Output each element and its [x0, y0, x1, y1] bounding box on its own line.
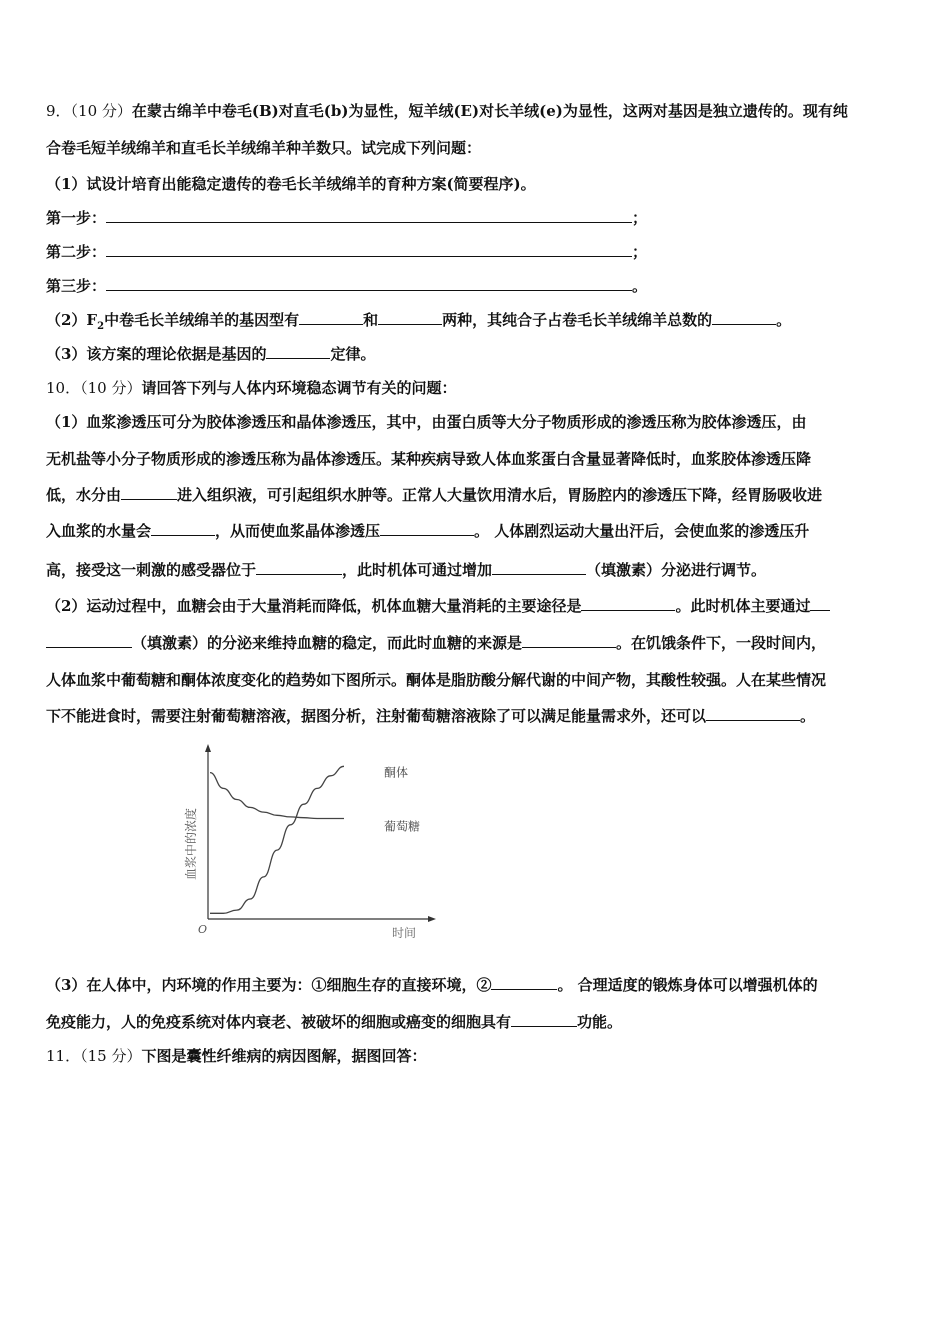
- q10-p2-line-1: [46, 596, 908, 616]
- step-3-end-punct: 。: [632, 277, 648, 295]
- p2-l1-b: 。此时机体主要通过: [675, 597, 811, 615]
- series-layer: [210, 764, 420, 913]
- q11-heading: [46, 1046, 908, 1066]
- q10-intro: 请回答下列与人体内环境稳态调节有关的问题：: [141, 379, 457, 397]
- p2-l2-b: 。在饥饿条件下，一段时间内，: [616, 634, 827, 652]
- q9-step-3: [46, 276, 908, 296]
- p1-l3-a: 低，水分由: [46, 486, 122, 504]
- q10-p1-line-4: [46, 521, 908, 541]
- osmotic-change-blank[interactable]: [380, 521, 474, 536]
- ratio-blank[interactable]: [712, 310, 776, 325]
- q9-part-2: [46, 310, 908, 337]
- series-label-0: 酮体: [384, 765, 409, 780]
- p1-l5-c: （填激素）分泌进行调节。: [586, 561, 767, 579]
- step-3-label: 第三步：: [46, 277, 107, 295]
- q9-step-1: [46, 208, 908, 228]
- part-3-text-a: （3）该方案的理论依据是基因的: [46, 345, 267, 363]
- part-2-text-d: 两种，其纯合子占卷毛长羊绒绵羊总数的: [442, 311, 713, 329]
- p2-l4-a: 下不能进食时，需要注射葡萄糖溶液，据图分析，注射葡萄糖溶液除了可以满足能量需求外，还可以: [46, 707, 707, 725]
- part-2-end: 。: [776, 311, 792, 329]
- step-1-end-punct: ；: [632, 209, 648, 227]
- y-axis-label: 血浆中的浓度: [184, 807, 198, 880]
- step-2-end-punct: ；: [632, 243, 648, 261]
- receptor-location-blank[interactable]: [256, 560, 342, 575]
- step-3-answer-blank[interactable]: [106, 276, 632, 291]
- glucose-source-blank[interactable]: [522, 633, 616, 648]
- p1-l3-b: 进入组织液，可引起组织水肿等。正常人大量饮用清水后，胃肠腔内的渗透压下降，经胃肠吸收进: [177, 486, 823, 504]
- f2-subscript: 2: [97, 321, 105, 332]
- p1-l4-c: 。 人体剧烈运动大量出汗后，会使血浆的渗透压升: [474, 522, 810, 540]
- series-label-1: 葡萄糖: [384, 819, 421, 834]
- part-2-text-b: 中卷毛长羊绒绵羊的基因型有: [104, 311, 300, 329]
- genotype-blank-1[interactable]: [299, 310, 363, 325]
- step-1-label: 第一步：: [46, 209, 107, 227]
- glucose-consumption-blank[interactable]: [581, 596, 675, 611]
- q9-step-2: [46, 242, 908, 262]
- q11-score: （15 分）: [80, 1047, 142, 1065]
- y-axis-arrow: [205, 744, 211, 752]
- q9-number: 9．: [46, 102, 71, 120]
- q9-part-3: [46, 344, 908, 364]
- series-line-0: [210, 766, 344, 913]
- glucose-benefit-blank[interactable]: [706, 706, 800, 721]
- p2-l4-b: 。: [800, 707, 816, 725]
- q9-part-1: （1）试设计培育出能稳定遗传的卷毛长羊绒绵羊的育种方案(简要程序)。: [46, 175, 536, 193]
- p2-l1-a: （2）运动过程中，血糖会由于大量消耗而降低，机体血糖大量消耗的主要途径是: [46, 597, 582, 615]
- p2-l2-a: （填激素）的分泌来维持血糖的稳定，而此时血糖的来源是: [132, 634, 523, 652]
- q9-line-2: 合卷毛短羊绒绵羊和直毛长羊绒绵羊种羊数只。试完成下列问题：: [46, 139, 482, 157]
- hormone-blank-2-start[interactable]: [810, 596, 830, 611]
- concentration-chart: [186, 742, 446, 942]
- hormone-blank-1[interactable]: [492, 560, 586, 575]
- q10-p1-line-2: 无机盐等小分子物质形成的渗透压称为晶体渗透压。某种疾病导致人体血浆蛋白含量显著降低时，血浆胶体渗透压降: [46, 450, 812, 468]
- series-line-1: [210, 773, 344, 819]
- q10-p3-line-1: [46, 975, 908, 995]
- q10-score: （10 分）: [80, 379, 142, 397]
- x-axis-label: 时间: [392, 926, 417, 940]
- q10-p2-line-2: [46, 633, 908, 653]
- q9-score: （10 分）: [70, 102, 132, 120]
- p3-l2-b: 功能。: [577, 1013, 623, 1031]
- q11-number: 11．: [46, 1047, 81, 1065]
- p1-l5-b: ，此时机体可通过增加: [342, 561, 493, 579]
- q10-p1-line-5: [46, 560, 908, 580]
- p3-l1-b: 。 合理适度的锻炼身体可以增强机体的: [557, 976, 818, 994]
- q10-p1-line-1: （1）血浆渗透压可分为胶体渗透压和晶体渗透压，其中，由蛋白质等大分子物质形成的渗透压称为胶体渗透压，由: [46, 413, 807, 431]
- part-3-text-b: 定律。: [330, 345, 376, 363]
- origin-label: O: [198, 923, 208, 936]
- step-1-answer-blank[interactable]: [106, 208, 632, 223]
- q10-number: 10．: [46, 379, 81, 397]
- step-2-label: 第二步：: [46, 243, 107, 261]
- hormone-blank-2-end[interactable]: [46, 633, 132, 648]
- part-2-text-c: 和: [363, 311, 379, 329]
- q9-line-1: [46, 101, 908, 121]
- environment-role-blank[interactable]: [491, 975, 557, 990]
- q10-p1-line-3: [46, 485, 908, 505]
- p1-l4-a: 入血浆的水量会: [46, 522, 152, 540]
- q10-heading: [46, 378, 908, 398]
- water-source-blank[interactable]: [121, 485, 177, 500]
- step-2-answer-blank[interactable]: [106, 242, 632, 257]
- p3-l2-a: 免疫能力，人的免疫系统对体内衰老、被破坏的细胞或癌变的细胞具有: [46, 1013, 512, 1031]
- p1-l5-a: 高，接受这一刺激的感受器位于: [46, 561, 257, 579]
- q10-p2-line-3: 人体血浆中葡萄糖和酮体浓度变化的趋势如下图所示。酮体是脂肪酸分解代谢的中间产物，其酸性较强。人在某些情况: [46, 671, 827, 689]
- water-amount-blank[interactable]: [151, 521, 215, 536]
- p1-l4-b: ，从而使血浆晶体渗透压: [215, 522, 381, 540]
- part-2-prefix: （2）F: [46, 311, 98, 329]
- immune-function-blank[interactable]: [511, 1012, 577, 1027]
- p3-l1-a: （3）在人体中，内环境的作用主要为：①细胞生存的直接环境，②: [46, 976, 492, 994]
- law-blank[interactable]: [266, 344, 330, 359]
- genotype-blank-2[interactable]: [378, 310, 442, 325]
- q10-p2-line-4: [46, 706, 908, 726]
- q11-text: 下图是囊性纤维病的病因图解，据图回答：: [141, 1047, 427, 1065]
- q9-stem-1: 在蒙古绵羊中卷毛(B)对直毛(b)为显性，短羊绒(E)对长羊绒(e)为显性，这两对基因是独立遗传的。现有纯: [131, 102, 848, 120]
- q10-p3-line-2: [46, 1012, 908, 1032]
- x-axis-arrow: [428, 916, 436, 922]
